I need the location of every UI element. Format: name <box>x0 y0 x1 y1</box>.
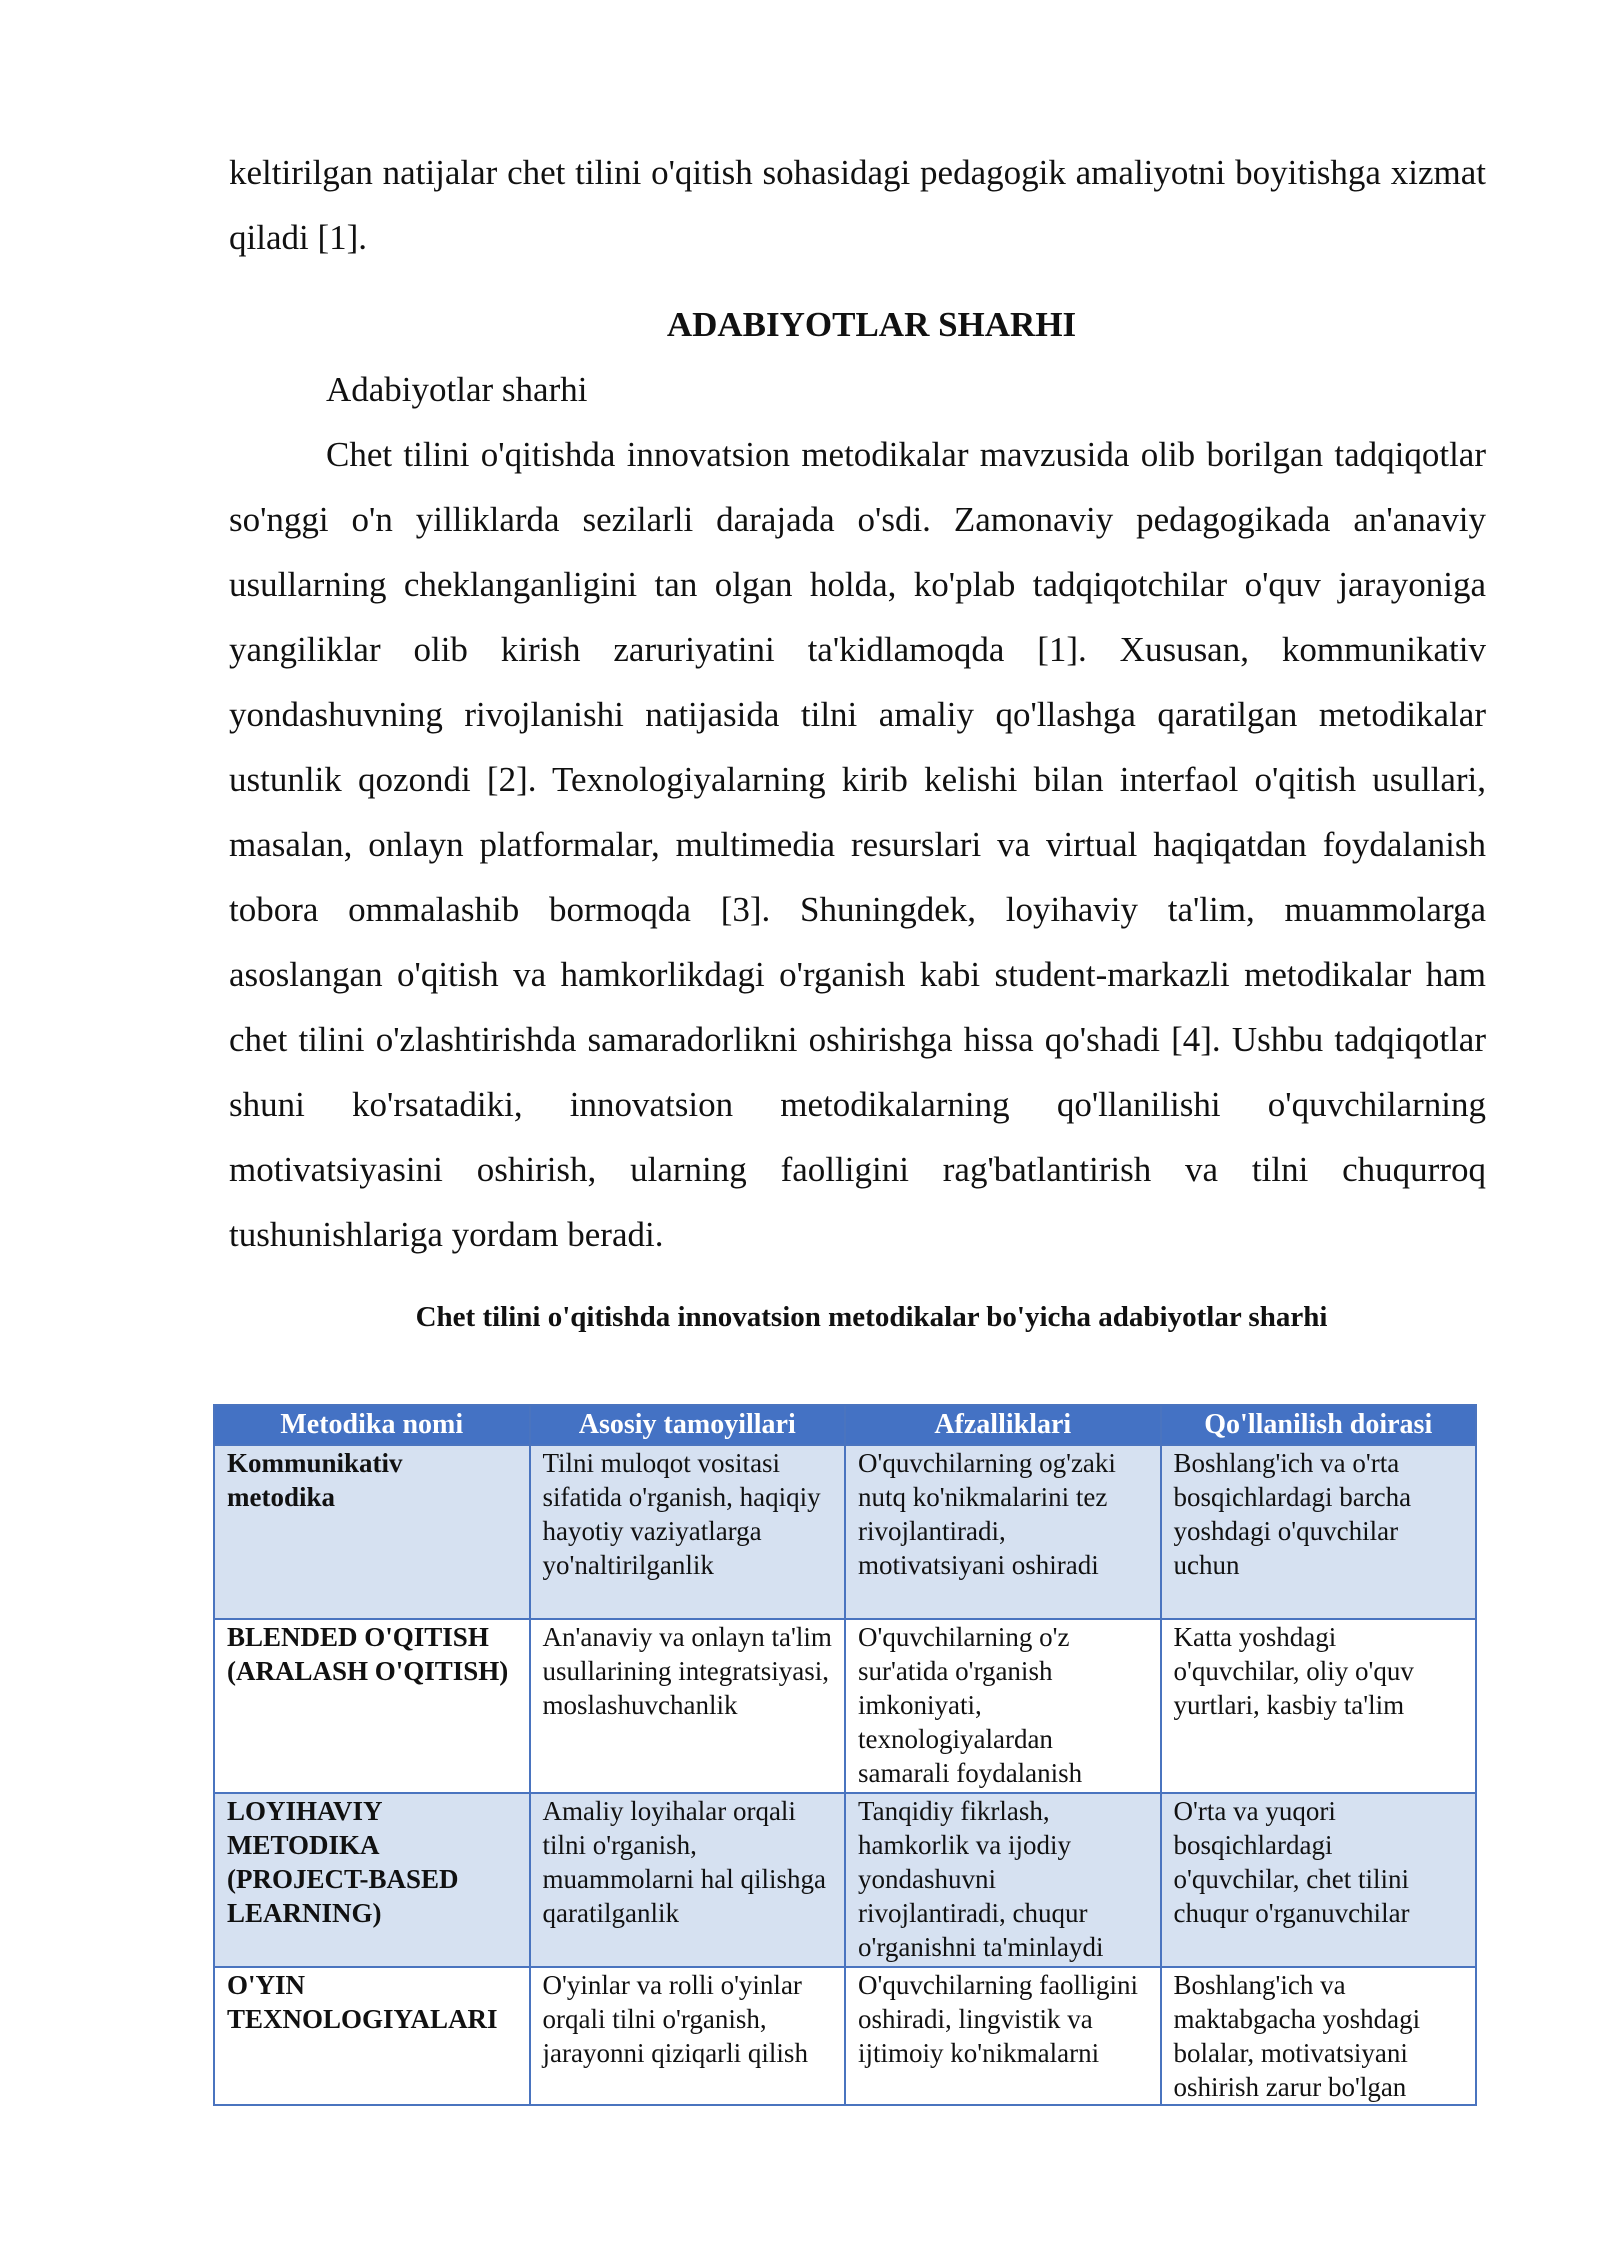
table-row <box>214 1619 1476 1793</box>
table-row <box>214 1445 1476 1619</box>
table-title: Chet tilini o'qitishda innovatsion metodikalar bo'yicha adabiyotlar sharhi <box>415 1301 1328 1333</box>
table-row <box>214 1793 1476 1967</box>
cell-principles: Amaliy loyihalar orqali tilni o'rganish, muammolarni hal qilishga qaratilganlik <box>530 1793 846 1967</box>
section-heading: ADABIYOTLAR SHARHI <box>666 305 1077 344</box>
methods-table <box>213 1404 1477 2106</box>
subheading: Adabiyotlar sharhi <box>326 370 588 409</box>
table-row <box>214 1967 1476 2105</box>
cell-scope: Katta yoshdagi o'quvchilar, oliy o'quv yurtlari, kasbiy ta'lim <box>1161 1619 1477 1793</box>
cell-method-name: O'YIN TEXNOLOGIYALARI <box>214 1967 530 2105</box>
header-principles: Asosiy tamoyillari <box>530 1405 846 1445</box>
cell-method-name: Kommunikativ metodika <box>214 1445 530 1619</box>
cell-principles: O'yinlar va rolli o'yinlar orqali tilni o'rganish, jarayonni qiziqarli qilish <box>530 1967 846 2105</box>
header-method-name: Metodika nomi <box>214 1405 530 1445</box>
document-page <box>229 140 1486 1339</box>
cell-principles: Tilni muloqot vositasi sifatida o'rganish, haqiqiy hayotiy vaziyatlarga yo'naltirilganlik <box>530 1445 846 1619</box>
body-paragraph: Chet tilini o'qitishda innovatsion metodikalar mavzusida olib borilgan tadqiqotlar so'nggi o'n yilliklarda sezilarli darajada o'sdi. Zamonaviy pedagogikada an'anaviy usullarning cheklanganligini tan olgan holda, ko'plab tadqiqotchilar o'quv jarayoniga yangiliklar olib kirish zaruriyatini ta'kidlamoqda [1]. Xususan, kommunikativ yondashuvning rivojlanishi natijasida tilni amaliy qo'llashga qaratilgan metodikalar ustunlik qozondi [2]. Texnologiyalarning kirib kelishi bilan interfaol o'qitish usullari, masalan, onlayn platformalar, multimedia resurslari va virtual haqiqatdan foydalanish tobora ommalashib bormoqda [3]. Shuningdek, loyihaviy ta'lim, muammolarga asoslangan o'qitish va hamkorlikdagi o'rganish kabi student-markazli metodikalar ham chet tilini o'zlashtirishda samaradorlikni oshirishga hissa qo'shadi [4]. Ushbu tadqiqotlar shuni ko'rsatadiki, innovatsion metodikalarning qo'llanilishi o'quvchilarning motivatsiyasini oshirish, ularning faolligini rag'batlantirish va tilni chuqurroq tushunishlariga yordam beradi. <box>229 435 1486 1254</box>
cell-advantages: O'quvchilarning og'zaki nutq ko'nikmalarini tez rivojlantiradi, motivatsiyani oshiradi <box>845 1445 1161 1619</box>
cell-advantages: O'quvchilarning o'z sur'atida o'rganish imkoniyati, texnologiyalardan samarali foydalanish <box>845 1619 1161 1793</box>
header-advantages: Afzalliklari <box>845 1405 1161 1445</box>
cell-method-name: BLENDED O'QITISH (ARALASH O'QITISH) <box>214 1619 530 1793</box>
cell-scope: Boshlang'ich va maktabgacha yoshdagi bolalar, motivatsiyani oshirish zarur bo'lgan <box>1161 1967 1477 2105</box>
cell-advantages: O'quvchilarning faolligini oshiradi, lingvistik va ijtimoiy ko'nikmalarni <box>845 1967 1161 2105</box>
header-scope: Qo'llanilish doirasi <box>1161 1405 1477 1445</box>
table-header-row <box>214 1405 1476 1445</box>
cell-advantages: Tanqidiy fikrlash, hamkorlik va ijodiy yondashuvni rivojlantiradi, chuqur o'rganishni ta'minlaydi <box>845 1793 1161 1967</box>
cell-scope: O'rta va yuqori bosqichlardagi o'quvchilar, chet tilini chuqur o'rganuvchilar <box>1161 1793 1477 1967</box>
intro-paragraph: keltirilgan natijalar chet tilini o'qitish sohasidagi pedagogik amaliyotni boyitishga xizmat qiladi [1]. <box>229 153 1486 257</box>
cell-scope: Boshlang'ich va o'rta bosqichlardagi barcha yoshdagi o'quvchilar uchun <box>1161 1445 1477 1619</box>
cell-method-name: LOYIHAVIY METODIKA (PROJECT-BASED LEARNING) <box>214 1793 530 1967</box>
cell-principles: An'anaviy va onlayn ta'lim usullarining integratsiyasi, moslashuvchanlik <box>530 1619 846 1793</box>
